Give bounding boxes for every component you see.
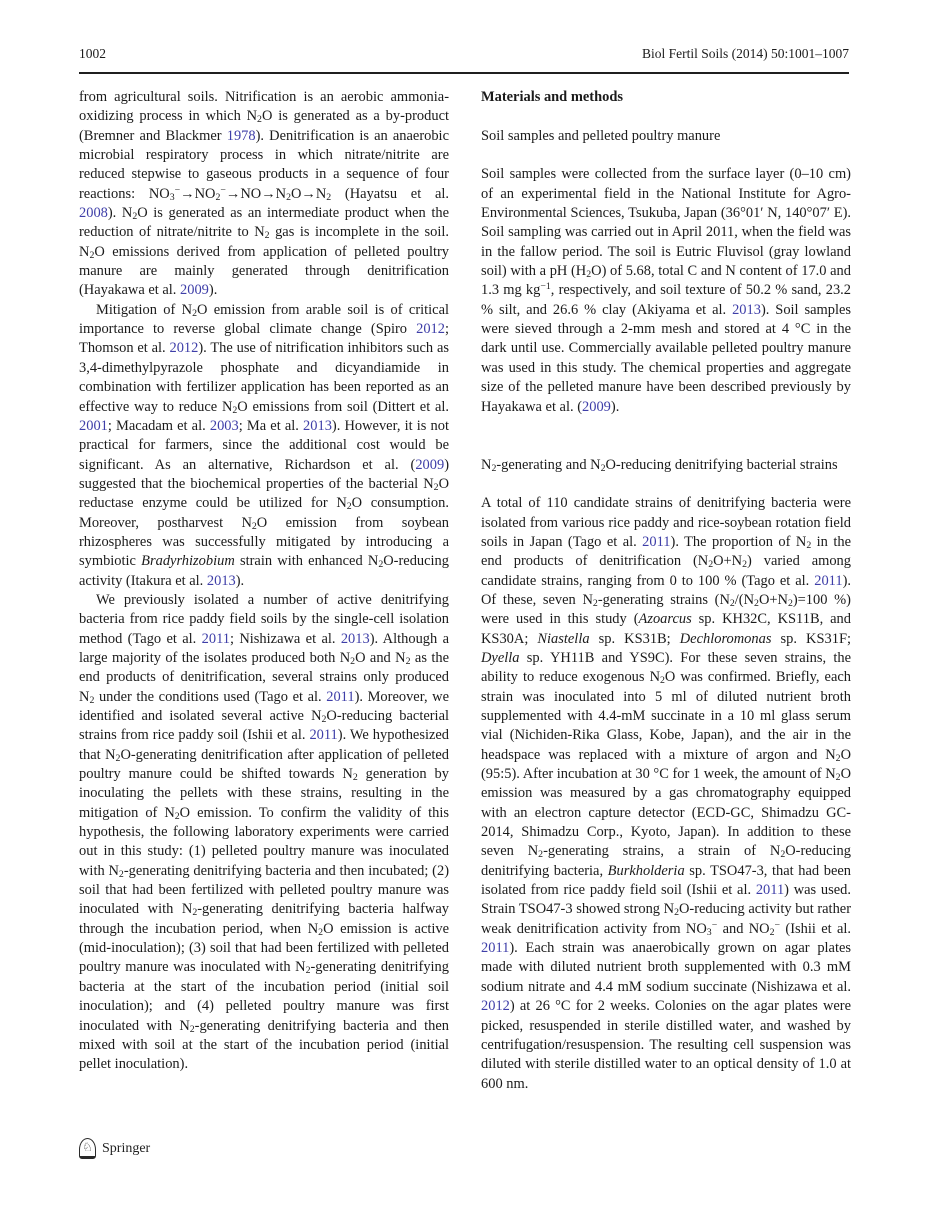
paragraph: Mitigation of $N_2O$ emission from arable soil is of critical importance to reverse global climate change (Spiro 2012; Thomson et al. 2012). The use of nitrification inhibitors such as 3,4-dimethylpyrazole phosphate and dicyandiamide in combination with fertilizer application has been reported as an effective way to reduce $N_2O$ emissions from soil (Dittert et al. 2001; Macadam et al. 2003; Ma et al. 2013). However, it is not practical for farmers, since the additional cost would be significant. As an alternative, Richardson et al. (2009) suggested that the biochemical properties of the bacterial $N_2O$ reductase enzyme could be utilized for $N_2O$ consumption. Moreover, postharvest $N_2O$ emission from soybean rhizospheres was successfully mitigated by introducing a symbiotic Bradyrhizobium strain with enhanced $N_2O$-reducing activity (Itakura et al. 2013). xyxy=(79,301,450,589)
publisher-name: Springer xyxy=(102,1140,151,1156)
page-footer xyxy=(79,1138,150,1159)
springer-logo-icon: ♘ xyxy=(79,1138,96,1159)
paragraph: A total of 110 candidate strains of denitrifying bacteria were isolated from various rice paddy and rice-soybean rotation field soils in Japan (Tago et al. 2011). The proportion of $N_2$ in the end products of denitrification $(N_2O+N_2)$ varied among candidate strains, ranging from 0 to 100 % (Tago et al. 2011). Of these, seven $N_2$-generating strains ($N_2/(N_2O+N_2)=100$ %) were used in this study (Azoarcus sp. KH32C, KS11B, and KS30A; Niastella sp. KS31B; Dechloromonas sp. KS31F; Dyella sp. YH11B and YS9C). For these seven strains, the ability to reduce exogenous $N_2O$ was confirmed. Briefly, each strain was inoculated into 5 ml of diluted nutrient broth supplemented with 4.4-mM succinate in a 10 ml glass serum vial (Nichiden-Rika Glass, Kobe, Japan), and the air in the headspace was replaced with a mixture of argon and $N_2O$ (95:5). After incubation at 30 °C for 1 week, the amount of $N_2O$ emission was measured by a gas chromatography equipped with an electron capture detector (ECD-GC, Shimadzu GC-2014, Shimadzu Corp., Kyoto, Japan). In addition to these seven $N_2$-generating strains, a strain of $N_2O$-reducing denitrifying bacteria, Burkholderia sp. TSO47-3, that had been isolated from rice paddy field soil (Ishii et al. 2011) was used. Strain TSO47-3 showed strong $N_2O$-reducing activity but rather weak denitrification activity from $NO_3^-$ and $NO_2^-$ (Ishii et al. 2011). Each strain was anaerobically grown on agar plates made with diluted nutrient broth supplemented with 0.3 mM sodium nitrate and 4.4 mM sodium succinate (Nishizawa et al. 2012) at 26 °C for 2 weeks. Colonies on the agar plates were picked, resuspended in sterile distilled water, and washed by centrifugation/resuspension. The resulting cell suspension was diluted with sterile distilled water to an optical density of 1.0 at 600 nm. xyxy=(481,495,851,1092)
paragraph: from agricultural soils. Nitrification is an aerobic ammonia-oxidizing process in which $N_2O$ is generated as a by-product (Bremner and Blackmer 1978). Denitrification is an anaerobic microbial respiratory process in which nitrate/nitrite are reduced stepwise to gaseous products in a sequence of four reactions: $NO_3^-\to NO_2^-\to NO\to N_2O\to N_2$ (Hayatsu et al. 2008). $N_2O$ is generated as an intermediate product when the reduction of nitrate/nitrite to $N_2$ gas is incomplete in the soil. $N_2O$ emissions derived from application of pelleted poultry manure are mainly generated through denitrification (Hayakawa et al. 2009). xyxy=(79,89,450,299)
page-number: 1002 xyxy=(79,46,106,61)
paragraph: Soil samples were collected from the surface layer (0–10 cm) of an experimental field in the National Institute for Agro-Environmental Sciences, Tsukuba, Japan (36°01′ N, 140°07′ E). Soil sampling was carried out in April 2011, when the field was in the fallow period. The soil is Eutric Fluvisol (gray lowland soil) with a pH $(H_2O)$ of 5.68, total C and N content of 17.0 and 1.3 mg $kg^{-1}$, respectively, and soil texture of 50.2 % sand, 23.2 % silt, and 26.6 % clay (Akiyama et al. 2013). Soil samples were sieved through a 2-mm mesh and stored at 4 °C in the dark until use. Commercially available pelleted poultry manure was used in this study. The chemical properties and aggregate size of the pelleted manure have been described previously by Hayakawa et al. (2009). xyxy=(481,166,852,415)
right-column xyxy=(481,88,851,1094)
journal-ref: Biol Fertil Soils (2014) 50:1001–1007 xyxy=(641,46,849,61)
left-column xyxy=(79,88,449,1094)
citation-link[interactable]: 2013 xyxy=(732,301,761,318)
page-header xyxy=(79,46,849,74)
citation-link[interactable]: 2009 xyxy=(415,456,445,473)
citation-link[interactable]: 2012 xyxy=(481,998,510,1015)
subsection-heading: $N_2$-generating and $N_2O$-reducing denitrifying bacterial strains xyxy=(481,456,838,474)
citation-link[interactable]: 2013 xyxy=(340,630,370,647)
citation-link[interactable]: 2011 xyxy=(481,940,510,957)
citation-link[interactable]: 2009 xyxy=(180,282,209,299)
article-body xyxy=(79,88,851,1094)
citation-link[interactable]: 2011 xyxy=(309,727,338,744)
citation-link[interactable]: 2013 xyxy=(206,572,236,589)
citation-link[interactable]: 2012 xyxy=(416,321,445,338)
section-heading: Materials and methods xyxy=(481,89,623,105)
citation-link[interactable]: 2011 xyxy=(642,533,671,550)
citation-link[interactable]: 2009 xyxy=(582,398,611,415)
citation-link[interactable]: 2003 xyxy=(209,417,239,434)
citation-link[interactable]: 1978 xyxy=(226,127,256,144)
citation-link[interactable]: 2011 xyxy=(814,572,843,589)
citation-link[interactable]: 2013 xyxy=(303,417,332,434)
paragraph: We previously isolated a number of active denitrifying bacteria from rice paddy field soils by the single-cell isolation method (Tago et al. 2011; Nishizawa et al. 2013). Although a large majority of the isolates produced both $N_2O$ and $N_2$ as the end products of denitrification, several strains only produced $N_2$ under the conditions used (Tago et al. 2011). Moreover, we identified and isolated several active $N_2O$-reducing bacterial strains from rice paddy soil (Ishii et al. 2011). We hypothesized that $N_2O$-generating denitrification after application of pelleted poultry manure could be shifted towards $N_2$ generation by inoculating the pellets with these strains, resulting in the mitigation of $N_2O$ emission. To confirm the validity of this hypothesis, the following laboratory experiments were carried out in this study: (1) pelleted poultry manure was inoculated with $N_2$-generating denitrifying bacteria and then incubated; (2) soil that had been fertilized with pelleted poultry manure was inoculated with $N_2$-generating denitrifying bacteria halfway through the incubation period, when $N_2O$ emission is active (mid-inoculation); (3) soil that had been fertilized with pelleted poultry manure was inoculated with $N_2$-generating denitrifying bacteria at the start of the incubation period (initial soil inoculation); and (4) pelleted poultry manure was first inoculated with $N_2$-generating denitrifying bacteria and then mixed with soil at the start of the incubation period (initial pellet inoculation). xyxy=(79,591,450,1073)
citation-link[interactable]: 2001 xyxy=(79,417,108,434)
subsection-heading: Soil samples and pelleted poultry manure xyxy=(481,127,721,144)
citation-link[interactable]: 2011 xyxy=(326,688,355,705)
citation-link[interactable]: 2008 xyxy=(79,205,108,222)
citation-link[interactable]: 2011 xyxy=(755,882,785,899)
citation-link[interactable]: 2012 xyxy=(169,340,199,357)
citation-link[interactable]: 2011 xyxy=(201,630,230,647)
